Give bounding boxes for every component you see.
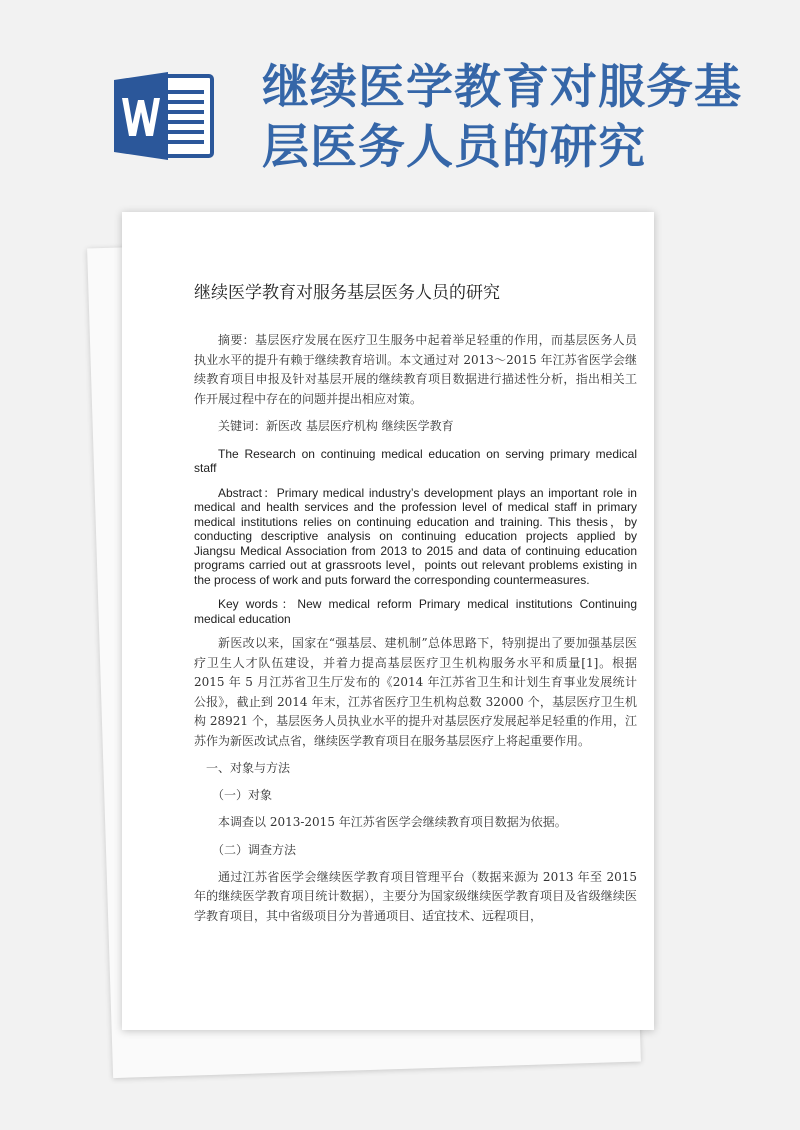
keywords-cn: 关键词：新医改 基层医疗机构 继续医学教育: [218, 419, 454, 433]
subsection-heading-1: （一）对象: [212, 788, 273, 802]
word-document-icon: [112, 70, 216, 162]
intro-paragraph: 新医改以来，国家在“强基层、建机制”总体思路下，特别提出了要加强基层医疗卫生人才队伍建设，并着力提高基层医疗卫生机构服务水平和质量[1]。根据 2015 年 5 月江苏省卫生厅发布的《2014 年江苏省卫生和计划生育事业发展统计公报》，截止到 2014 年末，江苏省医疗卫生机构总数 32000 个，基层医疗卫生机构 28921 个，基层医务人员执业水平的提升对基层医疗发展起举足轻重的作用，江苏作为新医改试点省，继续医学教育项目在服务基层医疗上将起重要作用。: [194, 636, 637, 748]
title-en: The Research on continuing medical education on serving primary medical staff: [194, 446, 637, 475]
abstract-en: Abstract：Primary medical industry’s development plays an important role in medical and health services and the profession level of medical staff in primary medical institutions relies on continuing education and training. This thesis，by conducting descriptive analysis on continuing education projects applied by Jiangsu Medical Association from 2013 to 2015 and data of continuing education programs carried out at grassroots level，points out relevant problems existing in the process of work and puts forward the corresponding countermeasures.: [194, 485, 637, 587]
abstract-cn: 摘要：基层医疗发展在医疗卫生服务中起着举足轻重的作用，而基层医务人员执业水平的提升有赖于继续教育培训。本文通过对 2013～2015 年江苏省医学会继续教育项目申报及针对基层开展的继续教育项目数据进行描述性分析，指出相关工作开展过程中存在的问题并提出相应对策。: [194, 333, 637, 406]
keywords-en: Key words：New medical reform Primary medical institutions Continuing medical education: [194, 597, 637, 626]
banner-title: 继续医学教育对服务基层医务人员的研究: [262, 60, 742, 175]
document-title: 继续医学教育对服务基层医务人员的研究: [194, 283, 500, 303]
document-content: [194, 278, 637, 926]
subsection-1-text: 本调查以 2013-2015 年江苏省医学会继续教育项目数据为依据。: [218, 815, 567, 829]
subsection-heading-2: （二）调查方法: [212, 842, 297, 857]
section-heading-1: 一、对象与方法: [206, 761, 291, 775]
document-page: [122, 212, 654, 1030]
subsection-2-text: 通过江苏省医学会继续医学教育项目管理平台（数据来源为 2013 年至 2015 年的继续医学教育项目统计数据），主要分为国家级继续医学教育项目及省级继续医学教育项目，其中省级项目分为普通项目、适宜技术、远程项目，: [194, 869, 637, 923]
